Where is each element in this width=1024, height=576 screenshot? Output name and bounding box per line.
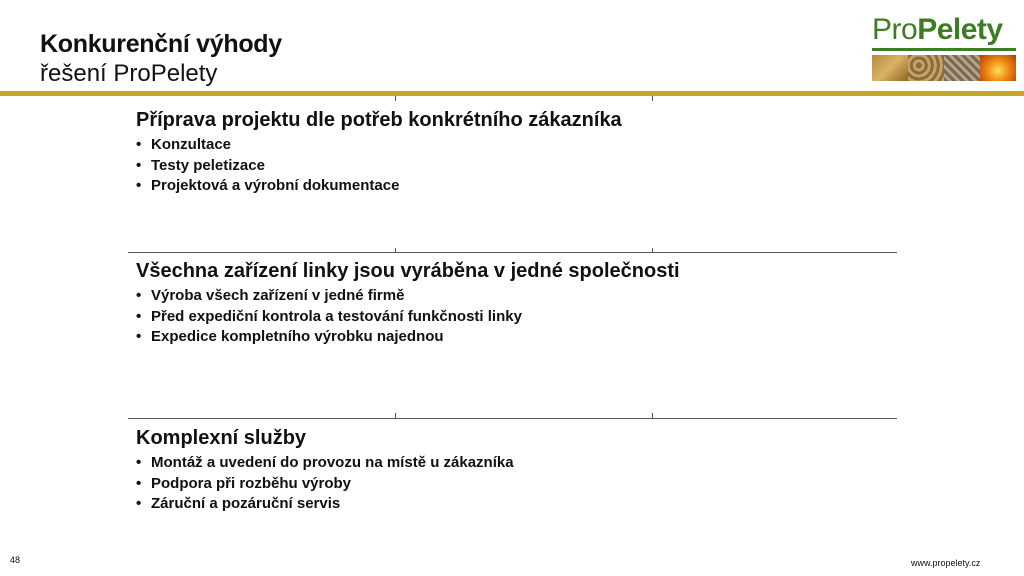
table-tick	[652, 413, 653, 418]
list-item: • Konzultace	[136, 135, 622, 156]
footer-website: www.propelety.cz	[911, 558, 981, 568]
section-project-preparation	[136, 109, 622, 197]
logo-underline	[872, 48, 1016, 51]
list-item: • Podpora při rozběhu výroby	[136, 474, 514, 495]
table-tick	[395, 413, 396, 418]
section-complex-services	[136, 427, 514, 515]
logo-wordmark	[872, 14, 1016, 46]
propelety-logo	[872, 14, 1016, 84]
page-subtitle: řešení ProPelety	[40, 60, 218, 87]
logo-text-pro: Pro	[872, 13, 918, 46]
header-divider	[0, 91, 1024, 96]
table-tick	[652, 248, 653, 253]
section-separator	[128, 252, 897, 253]
logo-photo-wood	[908, 55, 944, 81]
list-item: • Montáž a uvedení do provozu na místě u zákazníka	[136, 453, 514, 474]
table-tick	[652, 96, 653, 101]
page-number: 48	[10, 555, 21, 565]
bullet-list	[136, 286, 680, 348]
section-separator	[128, 418, 897, 419]
section-heading: Všechna zařízení linky jsou vyráběna v jedné společnosti	[136, 260, 680, 282]
section-heading: Příprava projektu dle potřeb konkrétního zákazníka	[136, 109, 622, 131]
logo-photo-pellets	[872, 55, 908, 81]
list-item: • Před expediční kontrola a testování funkčnosti linky	[136, 307, 680, 328]
logo-photo-strip	[872, 55, 1016, 81]
list-item: • Expedice kompletního výrobku najednou	[136, 327, 680, 348]
bullet-list	[136, 135, 622, 197]
list-item: • Záruční a pozáruční servis	[136, 494, 514, 515]
section-in-house-manufacturing	[136, 260, 680, 348]
bullet-list	[136, 453, 514, 515]
page-title: Konkurenční výhody	[40, 30, 282, 58]
logo-photo-fire	[980, 55, 1016, 81]
table-tick	[395, 96, 396, 101]
list-item: • Projektová a výrobní dokumentace	[136, 176, 622, 197]
section-heading: Komplexní služby	[136, 427, 307, 449]
list-item: • Testy peletizace	[136, 156, 622, 177]
list-item: • Výroba všech zařízení v jedné firmě	[136, 286, 680, 307]
logo-photo-straw	[944, 55, 980, 81]
table-tick	[395, 248, 396, 253]
logo-text-pelety: Pelety	[917, 13, 1003, 46]
